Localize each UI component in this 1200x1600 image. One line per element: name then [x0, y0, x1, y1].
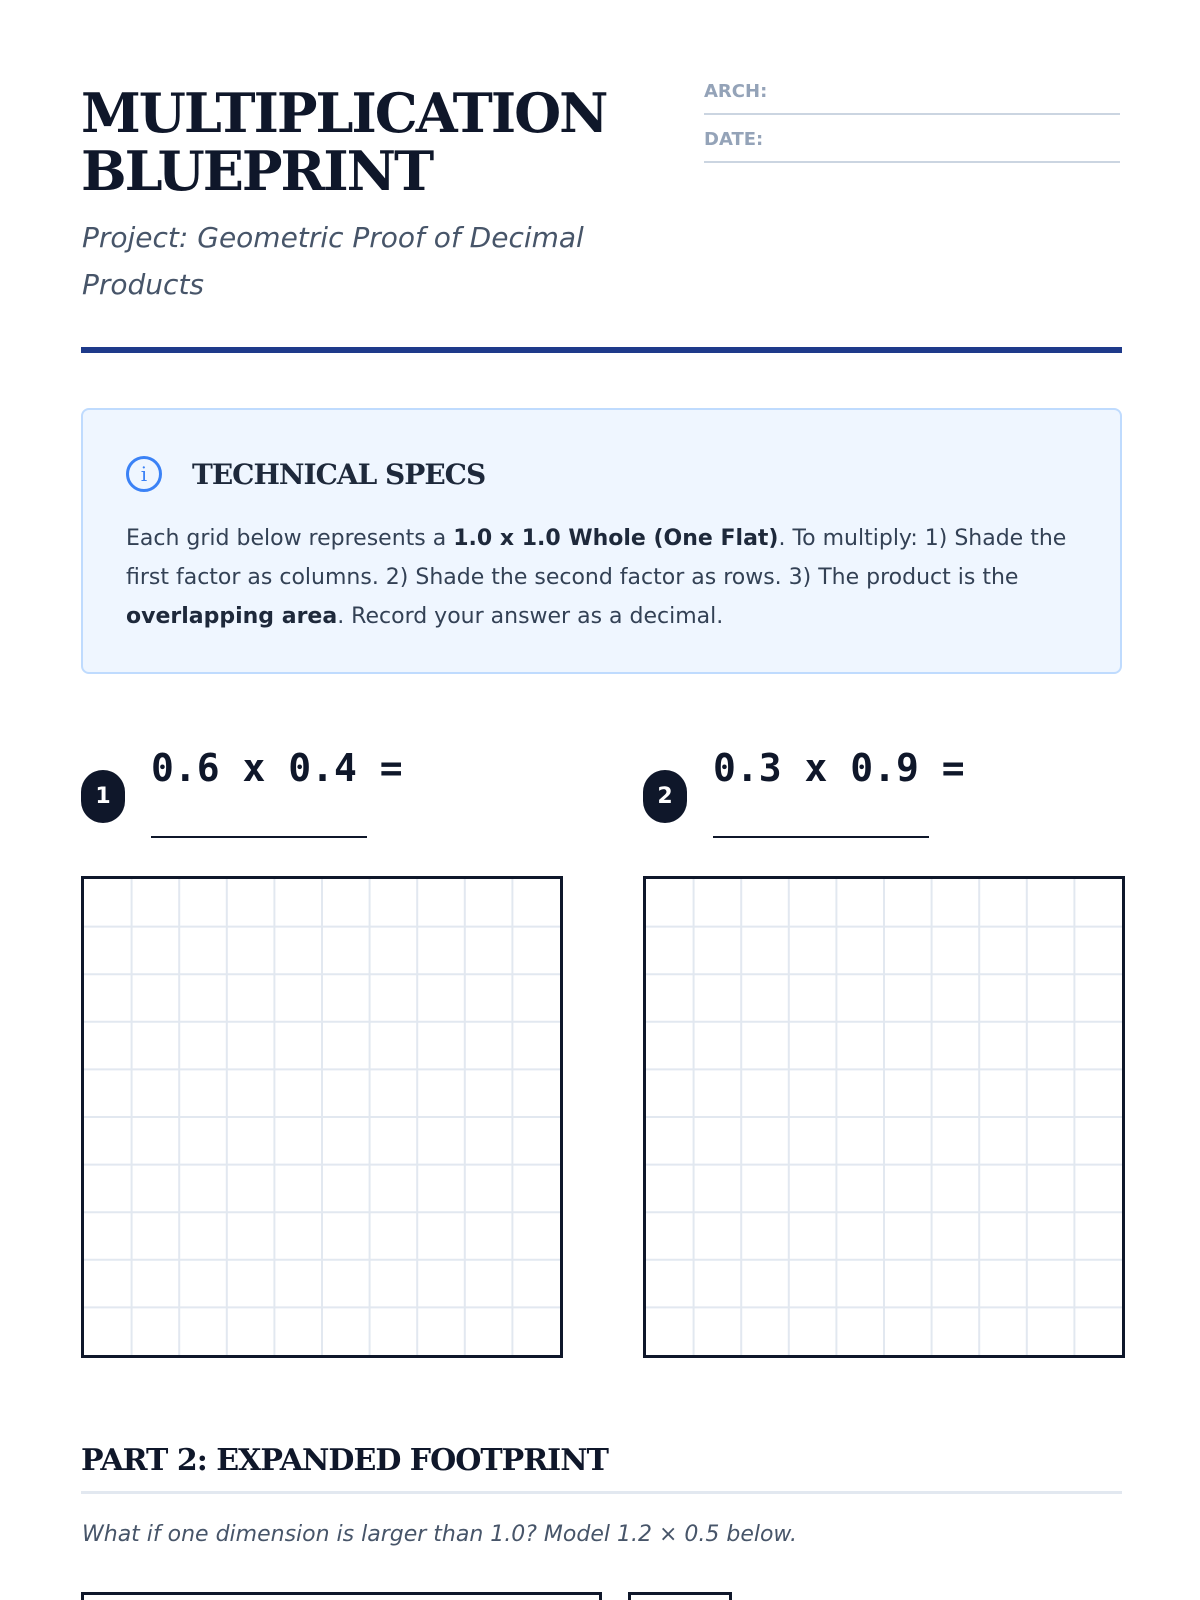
problem-number-badge: 1 [81, 770, 125, 823]
expanded-grid-extension[interactable] [628, 1592, 732, 1600]
info-icon: i [126, 456, 162, 492]
expanded-grid[interactable] [81, 1592, 602, 1600]
date-label: DATE: [704, 129, 764, 150]
problem-expression: 0.6 x 0.4 = [151, 746, 403, 790]
header-divider [81, 347, 1122, 353]
date-field[interactable] [704, 130, 1120, 163]
problem-expression: 0.3 x 0.9 = [713, 746, 965, 790]
technical-specs-panel [81, 408, 1122, 674]
grid-lines [646, 879, 1122, 1355]
project-subtitle: Project: Geometric Proof of Decimal Products [82, 221, 584, 301]
grid-lines [84, 879, 560, 1355]
specs-title: TECHNICAL SPECS [192, 458, 486, 491]
part-2-heading: PART 2: EXPANDED FOOTPRINT [81, 1442, 1122, 1494]
decimal-grid[interactable] [81, 876, 563, 1358]
answer-line[interactable] [151, 836, 367, 838]
answer-line[interactable] [713, 836, 929, 838]
worksheet-title: MULTIPLICATION BLUEPRINT [81, 81, 607, 203]
problem-number-badge: 2 [643, 770, 687, 823]
decimal-grid[interactable] [643, 876, 1125, 1358]
arch-label: ARCH: [704, 81, 768, 102]
specs-instructions: Each grid below represents a 1.0 x 1.0 Whole (One Flat). To multiply: 1) Shade the first factor as columns. 2) Shade the second factor as rows. 3) The product is the overlapping area. Record your answer as a decimal. [126, 526, 1067, 629]
arch-field[interactable] [704, 82, 1120, 115]
part-2-instruction: What if one dimension is larger than 1.0? Model 1.2 × 0.5 below. [82, 1522, 798, 1547]
